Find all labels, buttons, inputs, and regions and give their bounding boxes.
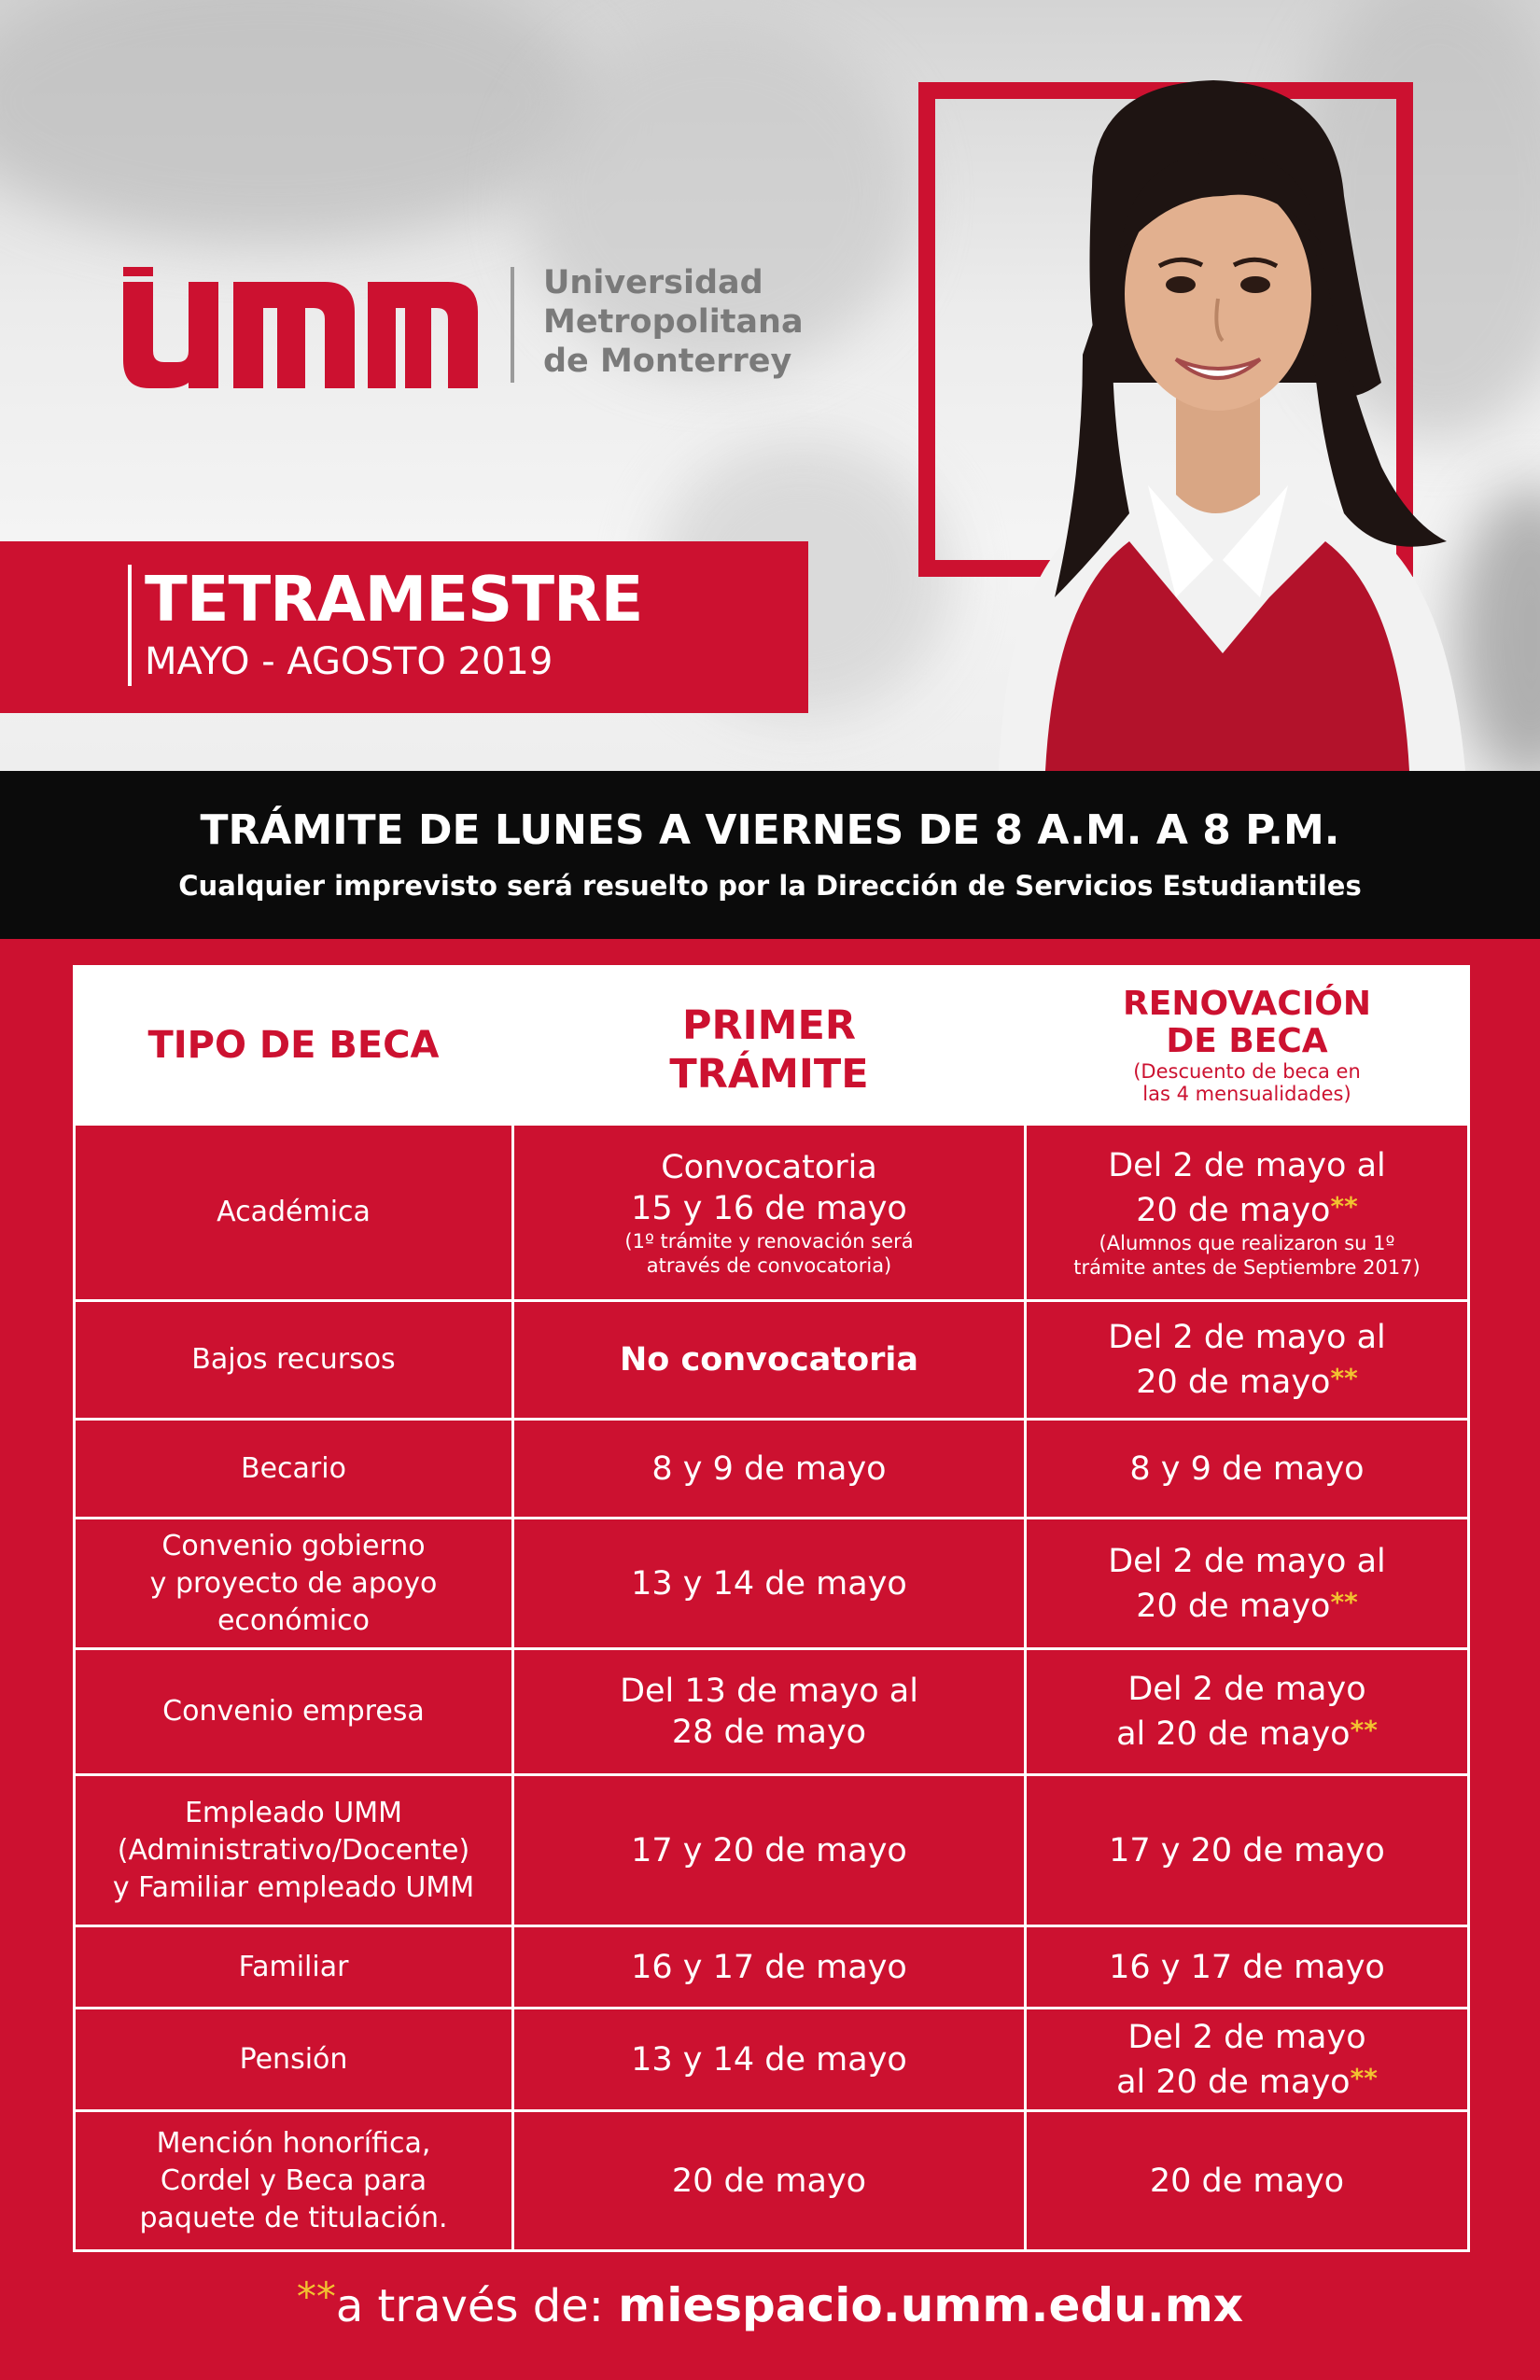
header-renovacion-de-beca [1026, 967, 1469, 1125]
cell-primer [513, 2111, 1026, 2251]
header-label: TIPO DE BECA [147, 1024, 440, 1067]
cell-renovacion [1026, 1775, 1469, 1926]
cell-primer [513, 1301, 1026, 1420]
table-row [75, 1519, 1469, 1649]
table-row [75, 1775, 1469, 1926]
footer [0, 2274, 1540, 2336]
header-note [1032, 1060, 1462, 1105]
cell-text: Convenio gobierno [161, 1529, 426, 1562]
table-row [75, 1649, 1469, 1775]
logo-divider [511, 267, 514, 383]
schedule-title: TRÁMITE DE LUNES A VIERNES DE 8 A.M. A 8 P.M. [200, 806, 1340, 854]
header-tipo-de-beca [75, 967, 513, 1125]
cell-renovacion [1026, 1125, 1469, 1301]
cell-text: Del 2 de mayo [1127, 2018, 1366, 2056]
cell-text: Del 2 de mayo al [1108, 1319, 1386, 1356]
cell-primer [513, 2009, 1026, 2111]
tetramestre-dates: MAYO - AGOSTO 2019 [145, 640, 553, 683]
cell-text: Pensión [239, 2042, 348, 2076]
table-row [75, 1125, 1469, 1301]
cell-text: Convocatoria [661, 1149, 877, 1186]
cell-tipo [75, 1125, 513, 1301]
cell-renovacion [1026, 1926, 1469, 2009]
cell-text: Familiar [238, 1950, 349, 1983]
scholarship-table [73, 965, 1470, 2252]
table-row [75, 2111, 1469, 2251]
cell-text: 17 y 20 de mayo [1109, 1831, 1385, 1869]
cell-text: al 20 de mayo [1116, 1715, 1351, 1753]
tetramestre-title: TETRAMESTRE [145, 563, 643, 636]
schedule-subtitle: Cualquier imprevisto será resuelto por la Dirección de Servicios Estudiantiles [178, 870, 1362, 902]
asterisk-marker: ** [1350, 1715, 1378, 1745]
asterisk-marker: ** [296, 2274, 336, 2319]
cell-text: Mención honorífica, [156, 2126, 431, 2160]
cell-tipo [75, 1775, 513, 1926]
cell-text: y proyecto de apoyo [149, 1566, 438, 1600]
cell-note-line: através de convocatoria) [646, 1254, 892, 1277]
asterisk-marker: ** [1330, 1586, 1358, 1617]
cell-primer [513, 1420, 1026, 1519]
table-row [75, 1301, 1469, 1420]
cell-text: 13 y 14 de mayo [631, 1564, 907, 1603]
header-primer-tramite [513, 967, 1026, 1125]
university-name-line: de Monterrey [543, 343, 792, 380]
cell-text: 8 y 9 de mayo [1129, 1449, 1365, 1488]
cell-text: 20 de mayo [1136, 1364, 1331, 1401]
table-row [75, 2009, 1469, 2111]
cell-text: y Familiar empleado UMM [112, 1870, 475, 1904]
cell-primer [513, 1125, 1026, 1301]
cell-text: Cordel y Beca para [160, 2163, 427, 2197]
university-logo [123, 263, 833, 394]
cell-text: Del 13 de mayo al [620, 1673, 918, 1710]
cell-text: Empleado UMM [184, 1796, 403, 1829]
cell-text: 20 de mayo [671, 2162, 867, 2200]
header-label: RENOVACIÓN [1123, 985, 1371, 1023]
cell-primer [513, 1649, 1026, 1775]
hero-banner [0, 0, 1540, 771]
cell-note-line: trámite antes de Septiembre 2017) [1073, 1256, 1421, 1279]
cell-text: Bajos recursos [191, 1343, 396, 1376]
cell-text: Del 2 de mayo [1127, 1671, 1366, 1708]
table-row [75, 1926, 1469, 2009]
cell-text: 20 de mayo [1136, 1192, 1331, 1229]
header-label: PRIMER [682, 1002, 856, 1049]
cell-text: 16 y 17 de mayo [1109, 1948, 1385, 1986]
cell-text: económico [217, 1603, 371, 1637]
cell-tipo [75, 1301, 513, 1420]
cell-renovacion [1026, 2009, 1469, 2111]
cell-text: Del 2 de mayo al [1108, 1147, 1386, 1184]
cell-text: 8 y 9 de mayo [651, 1449, 887, 1488]
cell-text: 17 y 20 de mayo [631, 1831, 907, 1869]
header-note-line: (Descuento de beca en [1133, 1060, 1361, 1083]
background-blur [0, 0, 597, 243]
table-header-row [75, 967, 1469, 1125]
cell-renovacion [1026, 1420, 1469, 1519]
footer-url-link[interactable]: miespacio.umm.edu.mx [618, 2278, 1244, 2332]
header-label: DE BECA [1166, 1022, 1328, 1060]
tetramestre-divider [128, 565, 132, 686]
cell-text: al 20 de mayo [1116, 2063, 1351, 2101]
cell-note-line: (Alumnos que realizaron su 1º [1099, 1232, 1395, 1254]
cell-tipo [75, 2009, 513, 2111]
cell-text: 16 y 17 de mayo [631, 1948, 907, 1986]
footer-lead: a través de: [335, 2280, 619, 2332]
cell-renovacion [1026, 1301, 1469, 1420]
cell-text: Becario [241, 1451, 346, 1485]
cell-text: 28 de mayo [671, 1714, 867, 1751]
header-label: TRÁMITE [669, 1051, 869, 1098]
header-note-line: las 4 mensualidades) [1142, 1083, 1351, 1105]
cell-renovacion [1026, 1519, 1469, 1649]
cell-text: Convenio empresa [162, 1695, 425, 1728]
cell-tipo [75, 1926, 513, 2009]
schedule-band [0, 771, 1540, 939]
asterisk-marker: ** [1330, 1363, 1358, 1393]
university-name-line: Universidad [543, 264, 763, 301]
asterisk-marker: ** [1350, 2062, 1378, 2093]
umm-logo-mark [123, 267, 478, 390]
cell-tipo [75, 1649, 513, 1775]
cell-text: Académica [217, 1196, 371, 1228]
cell-tipo [75, 2111, 513, 2251]
cell-note [1032, 1231, 1462, 1280]
cell-tipo [75, 1519, 513, 1649]
student-photo [943, 75, 1521, 771]
cell-text: No convocatoria [619, 1341, 919, 1379]
cell-text: 20 de mayo [1136, 1587, 1331, 1625]
university-name [543, 263, 804, 381]
cell-renovacion [1026, 2111, 1469, 2251]
cell-primer [513, 1926, 1026, 2009]
cell-renovacion [1026, 1649, 1469, 1775]
university-name-line: Metropolitana [543, 303, 804, 341]
cell-text: Del 2 de mayo al [1108, 1542, 1386, 1580]
cell-tipo [75, 1420, 513, 1519]
cell-text: paquete de titulación. [139, 2201, 448, 2234]
table-row [75, 1420, 1469, 1519]
cell-text: 13 y 14 de mayo [631, 2040, 907, 2079]
asterisk-marker: ** [1330, 1191, 1358, 1222]
cell-text: (Administrativo/Docente) [117, 1833, 470, 1867]
cell-note [520, 1229, 1018, 1278]
cell-note-line: (1º trámite y renovación será [624, 1230, 914, 1253]
cell-primer [513, 1775, 1026, 1926]
cell-primer [513, 1519, 1026, 1649]
cell-text: 20 de mayo [1149, 2162, 1345, 2200]
cell-text: 15 y 16 de mayo [631, 1190, 907, 1227]
